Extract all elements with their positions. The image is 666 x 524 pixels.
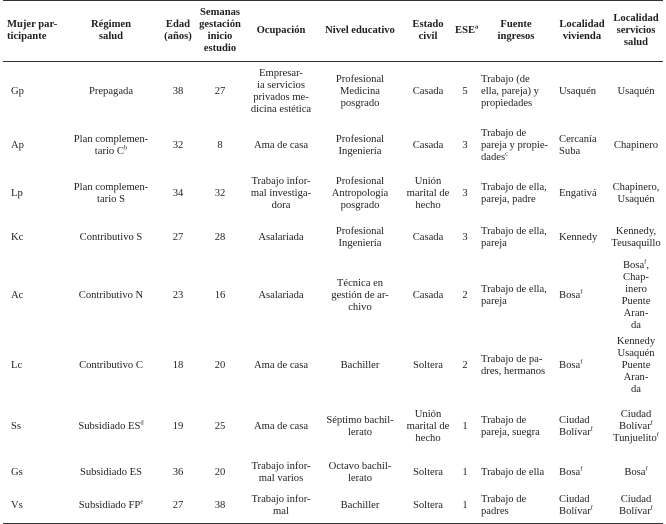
cell-participant xyxy=(3,122,61,170)
header-age: Edad (años) xyxy=(161,1,195,62)
cell-education-text: Bachiller xyxy=(340,359,380,371)
cell-age xyxy=(161,334,195,398)
cell-regimen-text: Plan complemen- tario S xyxy=(73,181,149,205)
cell-weeks xyxy=(195,218,245,258)
cell-localidad-salud xyxy=(609,62,663,122)
cell-occupation-text: Ama de casa xyxy=(253,359,309,371)
cell-income xyxy=(477,258,555,334)
cell-localidad-vivienda xyxy=(555,258,609,334)
cell-education-text: Bachiller xyxy=(340,500,380,512)
cell-regimen xyxy=(61,122,161,170)
cell-ese-text: 3 xyxy=(462,139,468,151)
cell-occupation xyxy=(245,218,317,258)
cell-occupation-text: Trabajo infor- mal investiga- dora xyxy=(250,175,312,211)
cell-localidad-salud-text: Ciudad xyxy=(620,408,652,420)
cell-income xyxy=(477,334,555,398)
cell-occupation-text: Asalariada xyxy=(258,289,304,301)
cell-weeks xyxy=(195,490,245,524)
cell-localidad-salud xyxy=(609,456,663,490)
cell-age-text: 19 xyxy=(172,420,184,432)
cell-participant xyxy=(3,398,61,456)
cell-income-text: Trabajo (de ella, pareja) y propiedades xyxy=(481,73,539,109)
cell-income-text: Trabajo de ella xyxy=(481,466,545,478)
cell-age xyxy=(161,398,195,456)
cell-localidad-vivienda xyxy=(555,218,609,258)
cell-income xyxy=(477,490,555,524)
header-ese xyxy=(453,1,477,62)
cell-education xyxy=(317,218,403,258)
cell-participant-text: Vs xyxy=(11,500,23,512)
cell-ese xyxy=(453,490,477,524)
cell-localidad-salud-line xyxy=(611,409,661,421)
cell-civil xyxy=(403,456,453,490)
cell-civil-text: Soltera xyxy=(412,466,443,478)
cell-localidad-vivienda xyxy=(555,170,609,218)
cell-ese xyxy=(453,334,477,398)
cell-localidad-vivienda-text: Cercanía Suba xyxy=(559,133,597,157)
cell-localidad-vivienda-footnote: f xyxy=(590,424,593,432)
table-row xyxy=(3,456,663,490)
cell-weeks xyxy=(195,398,245,456)
table-row xyxy=(3,490,663,524)
cell-localidad-salud xyxy=(609,258,663,334)
cell-civil xyxy=(403,170,453,218)
header-education: Nivel educativo xyxy=(317,1,403,62)
cell-age-text: 36 xyxy=(172,466,184,478)
cell-localidad-salud-text: Chapinero xyxy=(613,139,659,151)
cell-income-text: Trabajo de pareja y propie- dades xyxy=(481,127,549,163)
cell-age-text: 23 xyxy=(172,289,184,301)
cell-occupation xyxy=(245,334,317,398)
cell-localidad-vivienda xyxy=(555,398,609,456)
cell-weeks xyxy=(195,122,245,170)
cell-ese xyxy=(453,62,477,122)
cell-education-text: Profesional Ingeniería xyxy=(335,225,385,249)
cell-civil-text: Soltera xyxy=(412,500,443,512)
cell-ese-text: 1 xyxy=(462,420,468,432)
cell-localidad-salud-footnote: f xyxy=(656,430,659,438)
cell-weeks-text: 16 xyxy=(214,289,226,301)
cell-income xyxy=(477,122,555,170)
cell-localidad-salud-text: , Chap- inero Puente Aran- da xyxy=(621,259,651,331)
cell-income-footnote: c xyxy=(505,149,509,157)
cell-participant-text: Ac xyxy=(11,289,24,301)
cell-localidad-vivienda-footnote: f xyxy=(590,504,593,512)
cell-occupation xyxy=(245,170,317,218)
cell-weeks-text: 38 xyxy=(214,500,226,512)
cell-income xyxy=(477,62,555,122)
cell-civil-text: Casada xyxy=(412,85,444,97)
cell-localidad-vivienda-text: Bosa xyxy=(559,359,581,371)
table-row xyxy=(3,398,663,456)
cell-weeks xyxy=(195,170,245,218)
cell-income-text: Trabajo de pa- dres, hermanos xyxy=(481,353,546,377)
cell-participant xyxy=(3,218,61,258)
cell-education-text: Séptimo bachil- lerato xyxy=(326,414,394,438)
cell-regimen-footnote: d xyxy=(140,418,144,426)
cell-localidad-salud-text: Ciudad Bolívar xyxy=(619,494,652,518)
cell-participant-text: Gs xyxy=(11,466,23,478)
cell-weeks-text: 8 xyxy=(217,139,223,151)
cell-participant-text: Lp xyxy=(11,187,23,199)
cell-ese-text: 5 xyxy=(462,85,468,97)
cell-localidad-vivienda xyxy=(555,490,609,524)
cell-participant-text: Lc xyxy=(11,359,23,371)
cell-localidad-salud-line xyxy=(611,418,661,433)
cell-ese xyxy=(453,398,477,456)
cell-civil xyxy=(403,398,453,456)
cell-income-text: Trabajo de pareja, suegra xyxy=(481,414,540,438)
header-regimen: Régimen salud xyxy=(61,1,161,62)
cell-age xyxy=(161,122,195,170)
cell-education-text: Profesional Medicina posgrado xyxy=(335,73,385,109)
cell-regimen xyxy=(61,218,161,258)
cell-localidad-salud-text: Bosa xyxy=(624,466,646,478)
cell-regimen xyxy=(61,490,161,524)
cell-regimen-footnote: e xyxy=(140,498,144,506)
cell-ese-text: 2 xyxy=(462,359,468,371)
header-income: Fuente ingresos xyxy=(477,1,555,62)
cell-civil xyxy=(403,218,453,258)
cell-ese xyxy=(453,122,477,170)
cell-education xyxy=(317,170,403,218)
cell-ese xyxy=(453,170,477,218)
cell-age-text: 27 xyxy=(172,500,184,512)
cell-civil xyxy=(403,490,453,524)
cell-income-text: Trabajo de padres xyxy=(481,494,527,518)
cell-localidad-salud-footnote: f xyxy=(650,504,653,512)
cell-weeks xyxy=(195,62,245,122)
table-row xyxy=(3,122,663,170)
cell-regimen xyxy=(61,398,161,456)
cell-age-text: 38 xyxy=(172,85,184,97)
cell-participant xyxy=(3,456,61,490)
cell-regimen-text: Plan complemen- tario C xyxy=(73,133,149,157)
cell-weeks-text: 32 xyxy=(214,187,226,199)
table-row xyxy=(3,258,663,334)
cell-education xyxy=(317,490,403,524)
cell-weeks-text: 20 xyxy=(214,466,226,478)
cell-localidad-vivienda-text: Kennedy xyxy=(559,231,598,243)
cell-occupation xyxy=(245,490,317,524)
cell-education-text: Técnica en gestión de ar- chivo xyxy=(331,277,389,313)
cell-localidad-vivienda-text: Engativá xyxy=(559,187,597,199)
cell-education xyxy=(317,62,403,122)
header-weeks: Semanas gestación inicio estudio xyxy=(195,1,245,62)
cell-ese-text: 3 xyxy=(462,231,468,243)
table-row xyxy=(3,218,663,258)
header-localidad-salud: Localidad servicios salud xyxy=(609,1,663,62)
cell-civil xyxy=(403,62,453,122)
cell-education-text: Octavo bachil- lerato xyxy=(328,460,392,484)
cell-localidad-salud-text: Bolívar xyxy=(619,420,651,432)
table-header-row xyxy=(3,1,663,62)
cell-participant-text: Kc xyxy=(11,231,24,243)
table-row xyxy=(3,62,663,122)
cell-localidad-vivienda-text: Usaquén xyxy=(559,85,597,97)
cell-civil-text: Casada xyxy=(412,139,444,151)
cell-age-text: 27 xyxy=(172,231,184,243)
cell-localidad-salud-text: Bosa xyxy=(622,259,645,271)
cell-age xyxy=(161,258,195,334)
cell-age xyxy=(161,490,195,524)
cell-localidad-salud xyxy=(609,334,663,398)
cell-localidad-vivienda xyxy=(555,334,609,398)
participants-table xyxy=(3,0,663,524)
header-localidad-vivienda: Localidad vivienda xyxy=(555,1,609,62)
cell-ese xyxy=(453,218,477,258)
cell-regimen-text: Subsidiado ES xyxy=(79,466,143,478)
cell-participant xyxy=(3,334,61,398)
cell-localidad-salud xyxy=(609,398,663,456)
cell-regimen xyxy=(61,170,161,218)
cell-ese-text: 2 xyxy=(462,289,468,301)
cell-regimen-text: Subsidiado FP xyxy=(78,500,141,512)
table-body xyxy=(3,62,663,524)
cell-civil-text: Casada xyxy=(412,289,444,301)
table-row xyxy=(3,334,663,398)
header-civil: Estado civil xyxy=(403,1,453,62)
cell-localidad-salud-text: Chapinero, Usaquén xyxy=(612,181,660,205)
cell-civil-text: Casada xyxy=(412,231,444,243)
cell-education xyxy=(317,258,403,334)
cell-age xyxy=(161,170,195,218)
cell-weeks xyxy=(195,456,245,490)
cell-localidad-vivienda xyxy=(555,122,609,170)
cell-education-text: Profesional Ingeniería xyxy=(335,133,385,157)
cell-income xyxy=(477,218,555,258)
cell-occupation xyxy=(245,258,317,334)
cell-ese-text: 1 xyxy=(462,500,468,512)
cell-localidad-salud xyxy=(609,218,663,258)
cell-localidad-vivienda-footnote: f xyxy=(580,287,583,295)
cell-localidad-salud-text: Kennedy Usaquén Puente Aran- da xyxy=(616,335,656,395)
cell-localidad-salud-footnote: f xyxy=(650,418,653,426)
cell-civil xyxy=(403,334,453,398)
cell-weeks xyxy=(195,258,245,334)
cell-civil-text: Unión marital de hecho xyxy=(406,408,450,444)
cell-localidad-salud-footnote: f xyxy=(644,257,647,265)
cell-civil-text: Unión marital de hecho xyxy=(406,175,450,211)
cell-weeks-text: 27 xyxy=(214,85,226,97)
cell-localidad-salud xyxy=(609,122,663,170)
cell-regimen xyxy=(61,258,161,334)
cell-income-text: Trabajo de ella, pareja xyxy=(481,225,547,249)
cell-ese xyxy=(453,258,477,334)
cell-weeks-text: 20 xyxy=(214,359,226,371)
cell-regimen-text: Prepagada xyxy=(88,85,134,97)
cell-age xyxy=(161,62,195,122)
cell-education xyxy=(317,334,403,398)
cell-localidad-salud xyxy=(609,170,663,218)
cell-occupation xyxy=(245,62,317,122)
cell-occupation-text: Ama de casa xyxy=(253,139,309,151)
cell-localidad-salud-text: Tunjuelito xyxy=(613,432,657,444)
cell-weeks xyxy=(195,334,245,398)
cell-localidad-salud-footnote: f xyxy=(645,464,648,472)
cell-participant xyxy=(3,258,61,334)
cell-age-text: 18 xyxy=(172,359,184,371)
cell-localidad-vivienda-text: Bosa xyxy=(559,466,581,478)
cell-participant-text: Ss xyxy=(11,420,22,432)
cell-localidad-vivienda-text: Ciudad Bolívar xyxy=(559,414,591,438)
cell-income xyxy=(477,398,555,456)
cell-localidad-vivienda-footnote: f xyxy=(580,357,583,365)
cell-regimen-text: Subsidiado ES xyxy=(78,420,141,432)
cell-regimen xyxy=(61,62,161,122)
cell-regimen-text: Contributivo C xyxy=(79,359,143,371)
participants-table-container xyxy=(3,0,663,524)
cell-participant-text: Gp xyxy=(11,85,24,97)
cell-weeks-text: 28 xyxy=(214,231,226,243)
cell-income xyxy=(477,456,555,490)
cell-participant xyxy=(3,490,61,524)
cell-localidad-salud-line xyxy=(611,430,661,445)
cell-income xyxy=(477,170,555,218)
cell-education xyxy=(317,122,403,170)
cell-age-text: 34 xyxy=(172,187,184,199)
cell-localidad-salud-text: Kennedy, Teusaquillo xyxy=(611,225,661,249)
cell-civil-text: Soltera xyxy=(412,359,443,371)
cell-occupation-text: Empresar- ia servicios privados me- dicina estética xyxy=(250,67,312,115)
cell-education xyxy=(317,456,403,490)
cell-ese xyxy=(453,456,477,490)
cell-regimen-footnote: b xyxy=(123,143,128,151)
cell-localidad-salud-text: Usaquén xyxy=(617,85,655,97)
cell-occupation xyxy=(245,456,317,490)
cell-participant xyxy=(3,62,61,122)
cell-age-text: 32 xyxy=(172,139,184,151)
cell-education xyxy=(317,398,403,456)
cell-occupation-text: Asalariada xyxy=(258,231,304,243)
table-row xyxy=(3,170,663,218)
header-ese-footnote: a xyxy=(475,23,479,31)
header-ese-label: ESE xyxy=(455,25,476,36)
cell-occupation xyxy=(245,398,317,456)
cell-ese-text: 1 xyxy=(462,466,468,478)
cell-civil xyxy=(403,258,453,334)
cell-occupation-text: Trabajo infor- mal varios xyxy=(251,460,311,484)
cell-weeks-text: 25 xyxy=(214,420,226,432)
cell-localidad-salud xyxy=(609,490,663,524)
cell-civil xyxy=(403,122,453,170)
cell-localidad-vivienda xyxy=(555,62,609,122)
cell-regimen xyxy=(61,334,161,398)
cell-occupation-text: Ama de casa xyxy=(253,420,309,432)
header-occupation: Ocupación xyxy=(245,1,317,62)
cell-localidad-vivienda-footnote: f xyxy=(580,464,583,472)
cell-regimen xyxy=(61,456,161,490)
header-participant: Mujer par- ticipante xyxy=(3,1,61,62)
cell-age xyxy=(161,456,195,490)
cell-income-text: Trabajo de ella, pareja xyxy=(481,283,547,307)
cell-participant-text: Ap xyxy=(11,139,24,151)
cell-regimen-text: Contributivo S xyxy=(79,231,143,243)
cell-localidad-vivienda-text: Ciudad Bolívar xyxy=(559,494,591,518)
cell-occupation-text: Trabajo infor- mal xyxy=(251,494,311,518)
cell-regimen-text: Contributivo N xyxy=(78,289,144,301)
cell-localidad-vivienda-text: Bosa xyxy=(559,289,581,301)
cell-ese-text: 3 xyxy=(462,187,468,199)
cell-income-text: Trabajo de ella, pareja, padre xyxy=(481,181,547,205)
cell-age xyxy=(161,218,195,258)
cell-participant xyxy=(3,170,61,218)
cell-occupation xyxy=(245,122,317,170)
cell-education-text: Profesional Antropología posgrado xyxy=(331,175,389,211)
cell-localidad-vivienda xyxy=(555,456,609,490)
